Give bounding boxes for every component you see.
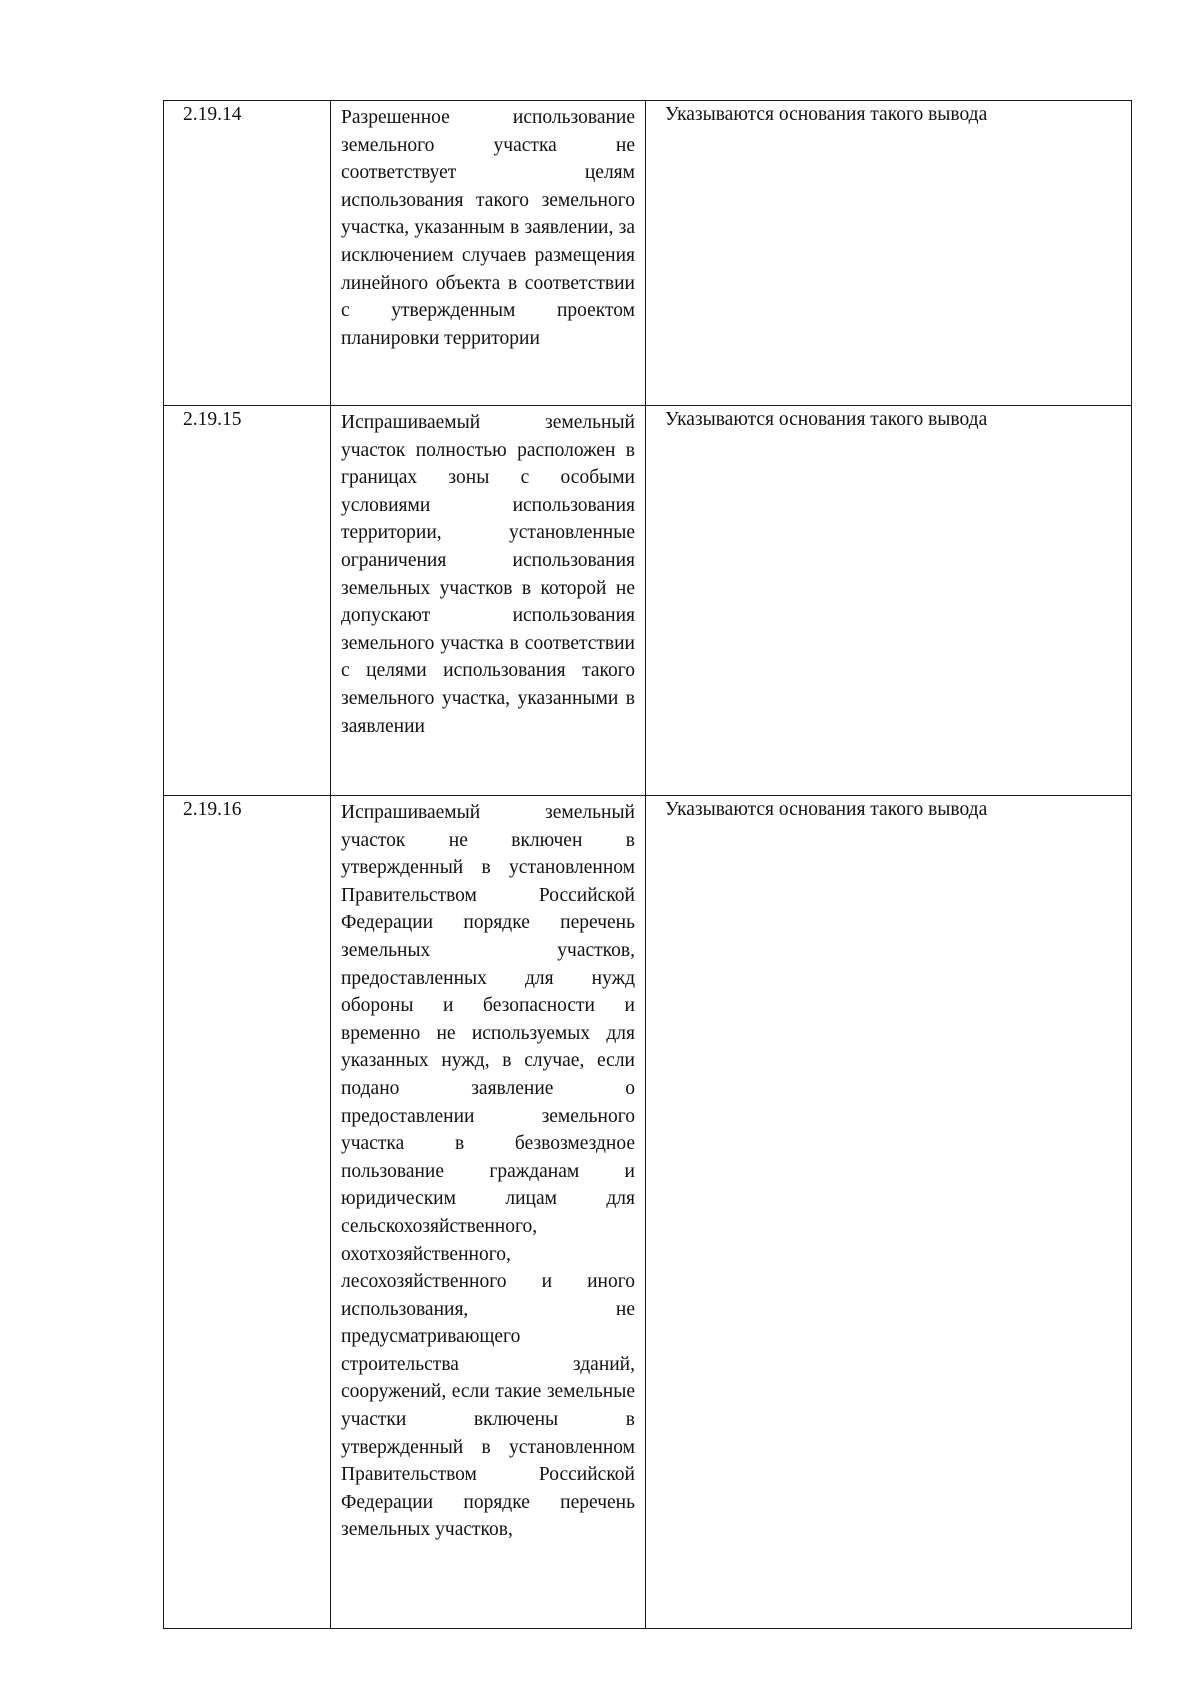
- item-description: [331, 101, 646, 406]
- item-description-text: Испрашиваемый земельный участок полностью расположен в границах зоны с особыми условиями использования территории, установленные ограничения использования земельных участков в которой не допускают использования земельного участка в соответствии с целями использования такого земельного участка, указанными в заявлении: [341, 412, 635, 737]
- item-description: [331, 406, 646, 796]
- item-number: 2.19.16: [164, 796, 331, 1629]
- table-row: [164, 406, 1132, 796]
- item-number: 2.19.15: [164, 406, 331, 796]
- item-note: Указываются основания такого вывода: [646, 796, 1132, 1629]
- grounds-table: [163, 100, 1132, 1629]
- item-note: Указываются основания такого вывода: [646, 101, 1132, 406]
- item-note: Указываются основания такого вывода: [646, 406, 1132, 796]
- item-number: 2.19.14: [164, 101, 331, 406]
- table-row: [164, 101, 1132, 406]
- item-description-text: Разрешенное использование земельного участка не соответствует целям использования такого земельного участка, указанным в заявлении, за исключением случаев размещения линейного объекта в соответствии с утвержденным проектом планировки территории: [341, 107, 635, 349]
- item-description-text: Испрашиваемый земельный участок не включен в утвержденный в установленном Правительством Российской Федерации порядке перечень земельных участков, предоставленных для нужд обороны и безопасности и временно не используемых для указанных нужд, в случае, если подано заявление о предоставлении земельного участка в безвозмездное пользование гражданам и юридическим лицам для сельскохозяйственного, охотхозяйственного, лесохозяйственного и иного использования, не предусматривающего строительства зданий, сооружений, если такие земельные участки включены в утвержденный в установленном Правительством Российской Федерации порядке перечень земельных участков,: [341, 802, 635, 1541]
- item-description: [331, 796, 646, 1629]
- table-row: [164, 796, 1132, 1629]
